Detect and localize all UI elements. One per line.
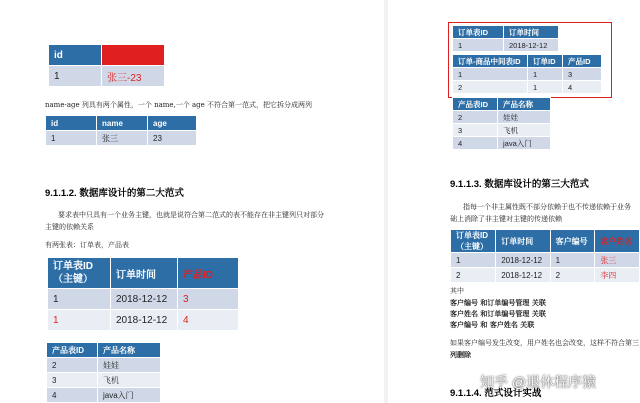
text-line: 客户姓名 和订单编号管理 关联 xyxy=(450,309,546,318)
cell: 1 xyxy=(528,68,563,81)
col-product-id: 产品ID xyxy=(178,258,239,289)
col-order-id: 订单表ID （主键） xyxy=(451,230,496,253)
col-middle-id: 订单-商品中间表ID xyxy=(453,55,528,68)
col-product-name: 产品名称 xyxy=(498,98,551,111)
paragraph: 有两张表：订单表，产品表 xyxy=(45,241,129,249)
col-order-id: 订单ID xyxy=(528,55,563,68)
paragraph: 主键的依赖关系 xyxy=(45,223,94,231)
paragraph: 如果客户编号发生改变，用户姓名也会改变，这样不符合第三 xyxy=(450,339,639,347)
section-heading: 9.1.1.3. 数据库设计的第三大范式 xyxy=(450,179,589,190)
cell: 2018-12-12 xyxy=(504,39,559,52)
col-order-id: 订单表ID （主键） xyxy=(48,258,111,289)
right-page xyxy=(388,0,640,403)
table-order xyxy=(47,257,239,331)
cell: 1 xyxy=(46,131,97,146)
col-product-id: 产品表ID xyxy=(453,98,498,111)
col-order-time: 订单时间 xyxy=(111,258,178,289)
cell: 1 xyxy=(453,39,504,52)
cell: 1 xyxy=(451,253,496,268)
cell: 2018-12-12 xyxy=(496,268,550,283)
cell: 张三-23 xyxy=(102,66,165,87)
text-line: 客户编号 和 客户姓名 关联 xyxy=(450,320,535,329)
cell: 1 xyxy=(453,68,528,81)
table-order-customer xyxy=(450,229,640,283)
cell: 飞机 xyxy=(498,124,551,137)
text-line: 客户编号 和订单编号管理 关联 xyxy=(450,298,546,307)
cell: 1 xyxy=(49,66,102,87)
col-product-id: 产品ID xyxy=(563,55,602,68)
cell: 1 xyxy=(48,310,111,331)
cell: 2 xyxy=(453,111,498,124)
cell: 3 xyxy=(47,373,98,388)
table-middle xyxy=(452,54,602,94)
col-product-id: 产品表ID xyxy=(47,343,98,358)
cell: 23 xyxy=(148,131,197,146)
watermark: 知乎 @退休程序猿 xyxy=(480,374,597,390)
cell: 2 xyxy=(453,81,528,94)
col-name-age: name-age xyxy=(102,45,165,66)
cell: 1 xyxy=(48,289,111,310)
paragraph: 础上消除了非主键对主键的传递依赖 xyxy=(450,215,562,223)
cell: java入门 xyxy=(498,137,551,150)
col-order-time: 订单时间 xyxy=(504,26,559,39)
col-name: name xyxy=(97,116,148,131)
cell: 4 xyxy=(563,81,602,94)
col-customer-name: 客户姓名 xyxy=(595,230,640,253)
cell: java入门 xyxy=(98,388,161,403)
cell: 4 xyxy=(178,310,239,331)
col-id: id xyxy=(46,116,97,131)
table-product xyxy=(46,342,161,403)
cell: 1 xyxy=(528,81,563,94)
cell: 3 xyxy=(453,124,498,137)
cell: 2 xyxy=(451,268,496,283)
cell: 张三 xyxy=(97,131,148,146)
note-text: name-age 列具有两个属性，一个 name,一个 age 不符合第一范式，把它拆分成两列 xyxy=(45,101,313,109)
cell: 1 xyxy=(550,253,595,268)
cell: 2018-12-12 xyxy=(496,253,550,268)
cell: 娃娃 xyxy=(498,111,551,124)
table-order-split xyxy=(452,25,559,52)
paragraph: 要求表中只具有一个业务主键，也就是说符合第二范式的表不能存在非主键列只对部分 xyxy=(58,211,324,219)
cell: 3 xyxy=(563,68,602,81)
col-age: age xyxy=(148,116,197,131)
cell: 李四 xyxy=(595,268,640,283)
cell: 3 xyxy=(178,289,239,310)
cell: 娃娃 xyxy=(98,358,161,373)
table-product xyxy=(452,97,551,150)
cell: 4 xyxy=(453,137,498,150)
text-line: 其中 xyxy=(450,287,464,295)
cell: 4 xyxy=(47,388,98,403)
cell: 2018-12-12 xyxy=(111,289,178,310)
cell: 飞机 xyxy=(98,373,161,388)
paragraph: 指每一个非主属性既不部分依赖于也不传递依赖于业务 xyxy=(463,203,631,211)
cell: 2 xyxy=(47,358,98,373)
table-name-age xyxy=(48,44,165,87)
cell: 2018-12-12 xyxy=(111,310,178,331)
col-id: id xyxy=(49,45,102,66)
col-order-time: 订单时间 xyxy=(496,230,550,253)
col-customer-no: 客户编号 xyxy=(550,230,595,253)
col-order-id: 订单表ID xyxy=(453,26,504,39)
table-split xyxy=(45,115,197,146)
section-heading: 9.1.1.4. 范式设计实战 xyxy=(450,388,542,399)
cell: 张三 xyxy=(595,253,640,268)
section-heading: 9.1.1.2. 数据库设计的第二大范式 xyxy=(45,188,184,199)
paragraph: 列删除 xyxy=(450,350,471,359)
cell: 2 xyxy=(550,268,595,283)
col-product-name: 产品名称 xyxy=(98,343,161,358)
